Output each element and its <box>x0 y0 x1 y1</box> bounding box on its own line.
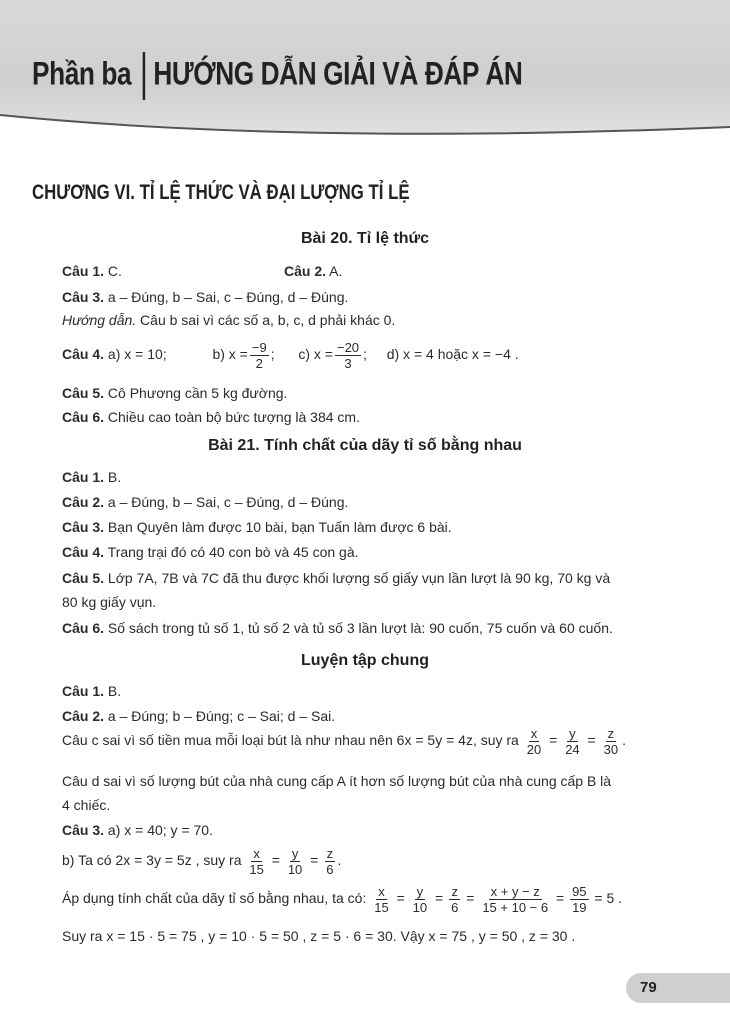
pr-apply: Áp dụng tính chất của dãy tỉ số bằng nhau, ta có: $\frac{x}{15}$ = $\frac{y}{10}$ = $\frac{z}{6}$ = $\frac{x + y - z}{15 + 10 - 6}$ = $\frac{95}{19}$ = 5 . <box>62 883 623 915</box>
l20-q1: Câu 1. C. <box>62 263 122 279</box>
part-title: Phần ba HƯỚNG DẪN GIẢI VÀ ĐÁP ÁN <box>32 52 522 100</box>
lesson-21-title: Bài 21. Tính chất của dãy tỉ số bằng nhau <box>208 437 522 454</box>
practice-title: Luyện tập chung <box>301 652 429 669</box>
pr-q3a: Câu 3. a) x = 40; y = 70. <box>62 822 213 838</box>
l20-q2: Câu 2. A. <box>284 263 343 279</box>
lesson-20-title: Bài 20. Tỉ lệ thức <box>300 230 430 247</box>
l21-q5: Câu 5. Lớp 7A, 7B và 7C đã thu được khối lượng số giấy vụn lần lượt là 90 kg, 70 kg và <box>62 570 611 586</box>
pr-q2-d2: 4 chiếc. <box>62 797 111 813</box>
pr-q2-c: Câu c sai vì số tiền mua mỗi loại bút là như nhau nên 6x = 5y = 4z, suy ra $\frac{x}{20}$ = $\frac{y}{24}$ = $\frac{z}{30}$ . <box>62 725 626 757</box>
l20-q4: Câu 4. a) x = 10; b) x = $\frac{-9}{2}$ ; c) x = $\frac{-20}{3}$ ; d) x = 4 hoặc x = −4 . <box>62 339 519 371</box>
chapter-title: CHƯƠNG VI. TỈ LỆ THỨC VÀ ĐẠI LƯỢNG TỈ LỆ <box>32 181 410 204</box>
l21-q2: Câu 2. a – Đúng, b – Sai, c – Đúng, d – Đúng. <box>62 494 349 510</box>
l21-q5-cont: 80 kg giấy vụn. <box>62 594 157 610</box>
page-number-tab <box>626 973 730 1003</box>
l21-q3: Câu 3. Bạn Quyên làm được 10 bài, bạn Tuấn làm được 6 bài. <box>62 519 452 535</box>
pr-q3b: b) Ta có 2x = 3y = 5z , suy ra $\frac{x}{15}$ = $\frac{y}{10}$ = $\frac{z}{6}$ . <box>62 845 342 877</box>
l21-q4: Câu 4. Trang trại đó có 40 con bò và 45 con gà. <box>62 544 359 560</box>
pr-q1: Câu 1. B. <box>62 683 122 699</box>
pr-q2-d1: Câu d sai vì số lượng bút của nhà cung cấp A ít hơn số lượng bút của nhà cung cấp B là <box>62 773 612 789</box>
page-number: 79 <box>640 979 657 996</box>
header-curve <box>0 105 730 155</box>
pr-q2: Câu 2. a – Đúng; b – Đúng; c – Sai; d – Sai. <box>62 708 336 724</box>
l20-q3: Câu 3. a – Đúng, b – Sai, c – Đúng, d – Đúng. <box>62 289 349 305</box>
l20-q6: Câu 6. Chiều cao toàn bộ bức tượng là 384 cm. <box>62 409 360 425</box>
l21-q1: Câu 1. B. <box>62 469 122 485</box>
pr-conclusion: Suy ra x = 15 · 5 = 75 , y = 10 · 5 = 50 , z = 5 · 6 = 30. Vậy x = 75 , y = 50 , z = 30 . <box>62 928 576 944</box>
l20-guide: Hướng dẫn. Câu b sai vì các số a, b, c, d phải khác 0. <box>62 312 396 328</box>
l21-q6: Câu 6. Số sách trong tủ số 1, tủ số 2 và tủ số 3 lần lượt là: 90 cuốn, 75 cuốn và 60 cuốn. <box>62 620 613 636</box>
l20-q5: Câu 5. Cô Phương cần 5 kg đường. <box>62 385 288 401</box>
